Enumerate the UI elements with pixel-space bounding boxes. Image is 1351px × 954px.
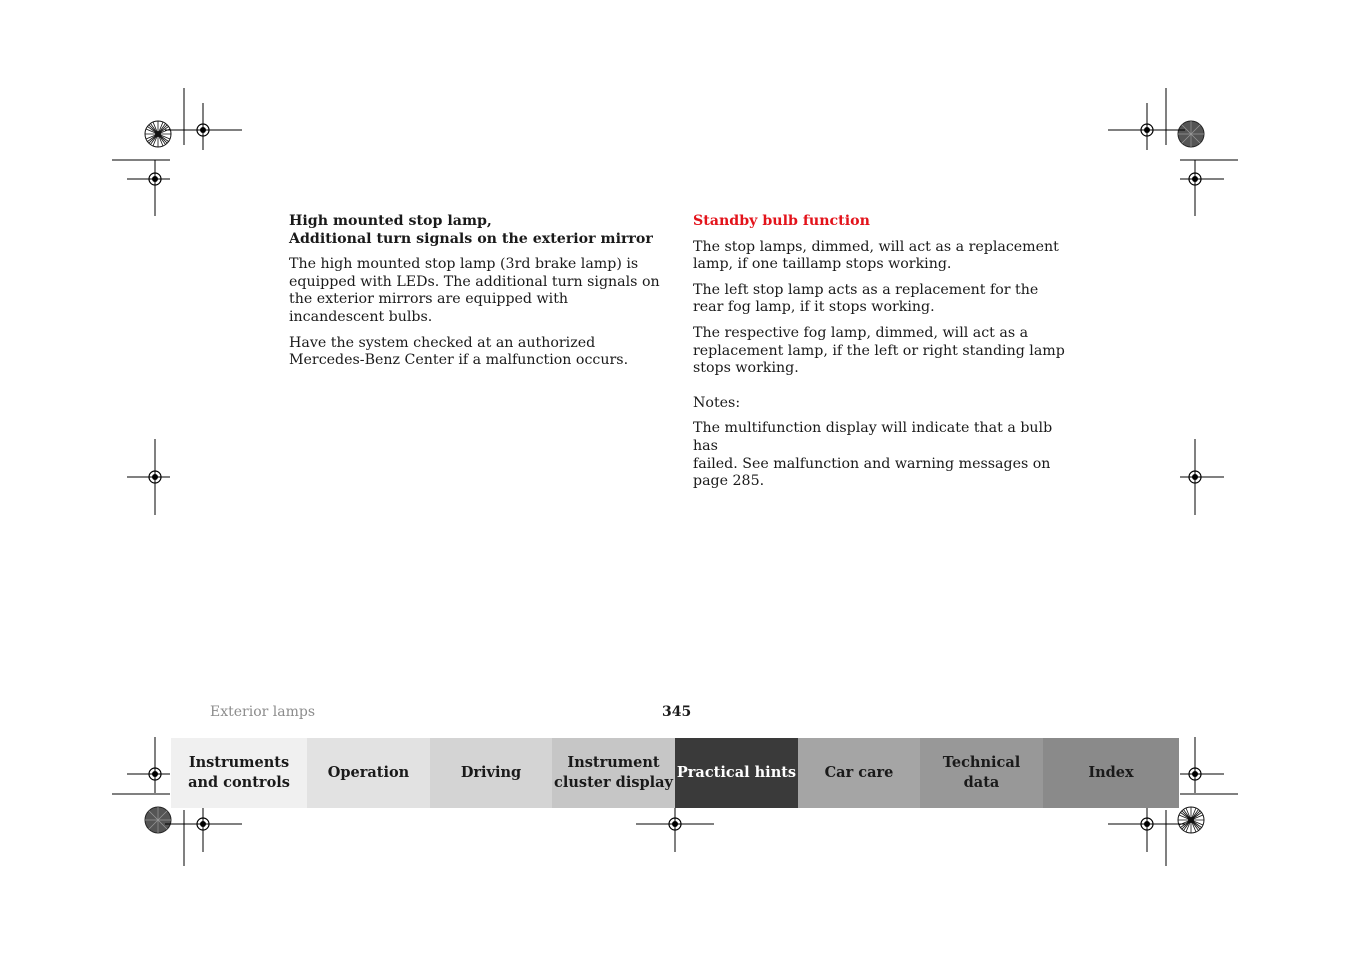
service-advice xyxy=(289,335,664,370)
tab-instruments-and-controls[interactable] xyxy=(171,738,307,808)
right-column xyxy=(693,213,1068,499)
service-advice-line-1: Have the system checked at an authorized xyxy=(289,334,596,351)
fog-lamp-replacement: The left stop lamp acts as a replacement for the rear fog lamp, if it stops working. xyxy=(693,281,1039,316)
tab-car-care[interactable] xyxy=(798,738,920,808)
footer-section-title: Exterior lamps xyxy=(210,704,316,720)
section-heading xyxy=(289,213,664,248)
notes-text-line-3: page 285. xyxy=(693,473,765,490)
standing-lamp-replacement: The respective fog lamp, dimmed, will act as a replacement lamp, if the left or right standing lamp stops working. xyxy=(693,324,1065,377)
tab-label: Operation xyxy=(327,764,410,781)
notes-label: Notes: xyxy=(693,394,741,411)
tab-label-line-1: Instrument xyxy=(567,754,660,771)
heading-line-2: Additional turn signals on the exterior mirror xyxy=(289,230,653,247)
tab-label-line-2: data xyxy=(963,774,1000,791)
tab-driving[interactable] xyxy=(430,738,552,808)
page-number: 345 xyxy=(662,704,692,720)
left-column xyxy=(289,213,664,378)
tab-label: Index xyxy=(1088,764,1134,781)
notes-text xyxy=(693,420,1068,490)
standby-heading: Standby bulb function xyxy=(693,213,870,229)
tab-label: Car care xyxy=(824,764,894,781)
tab-technical-data[interactable] xyxy=(920,738,1043,808)
tab-label-line-2: and controls xyxy=(188,774,290,791)
notes-text-line-2: failed. See malfunction and warning messages on xyxy=(693,455,1051,472)
tab-label-line-1: Instruments xyxy=(188,754,290,771)
stop-lamp-replacement: The stop lamps, dimmed, will act as a replacement lamp, if one taillamp stops working. xyxy=(693,238,1059,273)
tab-label: Practical hints xyxy=(676,764,797,781)
service-advice-line-2: Mercedes-Benz Center if a malfunction occurs. xyxy=(289,352,629,369)
heading-line-1: High mounted stop lamp, xyxy=(289,213,492,229)
tab-practical-hints[interactable] xyxy=(675,738,798,808)
tab-instrument-cluster-display[interactable] xyxy=(552,738,675,808)
tab-label: Driving xyxy=(460,764,522,781)
tab-label-line-2: cluster display xyxy=(554,774,673,791)
notes-text-line-1: The multifunction display will indicate that a bulb has xyxy=(693,420,1053,454)
tab-operation[interactable] xyxy=(307,738,430,808)
led-description: The high mounted stop lamp (3rd brake lamp) is equipped with LEDs. The additional turn signals on the exterior mirrors are equipped with incandescent bulbs. xyxy=(289,256,660,325)
chapter-nav xyxy=(171,738,1179,808)
tab-label-line-1: Technical xyxy=(942,754,1021,771)
tab-index[interactable] xyxy=(1043,738,1179,808)
